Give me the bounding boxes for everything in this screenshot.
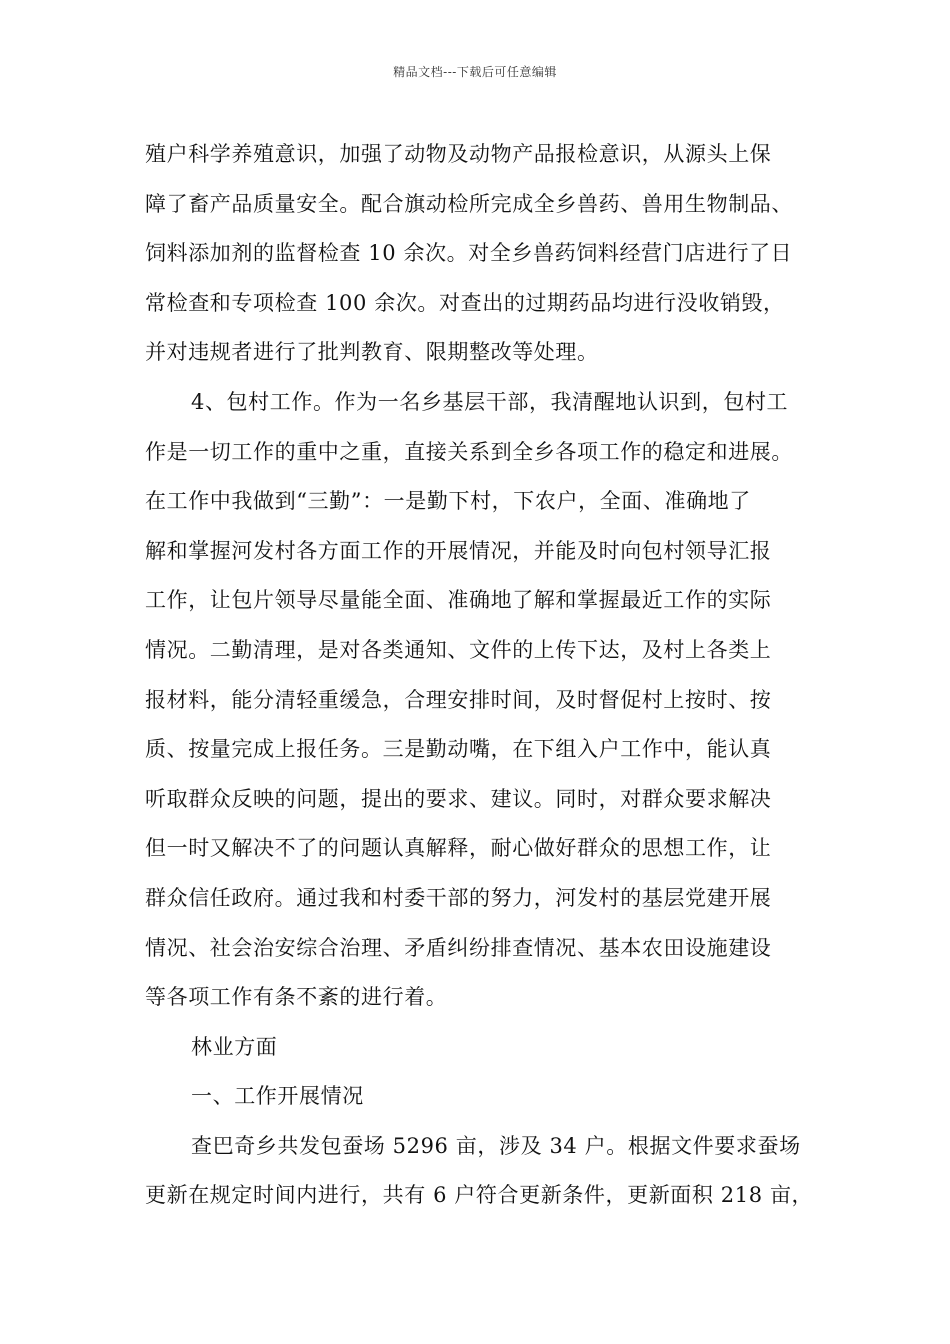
text-line: 情况、社会治安综合治理、矛盾纠纷排查情况、基本农田设施建设 bbox=[145, 935, 772, 960]
paragraph-start-line: 查巴奇乡共发包蚕场 5296 亩，涉及 34 户。根据文件要求蚕场 bbox=[191, 1133, 801, 1158]
text-line: 并对违规者进行了批判教育、限期整改等处理。 bbox=[145, 340, 599, 365]
text-line: 情况。二勤清理，是对各类通知、文件的上传下达，及村上各类上 bbox=[145, 637, 772, 662]
text-line: 但一时又解决不了的问题认真解释，耐心做好群众的思想工作，让 bbox=[145, 836, 772, 861]
paragraph-start-line: 4、包村工作。作为一名乡基层干部，我清醒地认识到，包村工 bbox=[191, 389, 789, 414]
text-line: 听取群众反映的问题，提出的要求、建议。同时，对群众要求解决 bbox=[145, 786, 772, 811]
text-line: 等各项工作有条不紊的进行着。 bbox=[145, 985, 448, 1010]
text-line: 常检查和专项检查 100 余次。对查出的过期药品均进行没收销毁， bbox=[145, 290, 785, 315]
document-body bbox=[145, 130, 815, 1221]
text-line: 工作，让包片领导尽量能全面、准确地了解和掌握最近工作的实际 bbox=[145, 588, 772, 613]
section-heading: 林业方面 bbox=[191, 1034, 278, 1059]
text-line: 解和掌握河发村各方面工作的开展情况，并能及时向包村领导汇报 bbox=[145, 538, 772, 563]
text-line: 饲料添加剂的监督检查 10 余次。对全乡兽药饲料经营门店进行了日 bbox=[145, 241, 793, 266]
text-line: 殖户科学养殖意识，加强了动物及动物产品报检意识，从源头上保 bbox=[145, 142, 772, 166]
text-line: 作是一切工作的重中之重，直接关系到全乡各项工作的稳定和进展。 bbox=[145, 439, 793, 464]
page-header: 精品文档---下载后可任意编辑 bbox=[393, 65, 557, 79]
text-line: 报材料，能分清轻重缓急，合理安排时间，及时督促村上按时、按 bbox=[145, 687, 772, 712]
text-line: 质、按量完成上报任务。三是勤动嘴，在下组入户工作中，能认真 bbox=[145, 737, 772, 762]
text-line: 群众信任政府。通过我和村委干部的努力，河发村的基层党建开展 bbox=[145, 885, 772, 910]
text-line: 障了畜产品质量安全。配合旗动检所完成全乡兽药、兽用生物制品、 bbox=[145, 191, 793, 216]
subsection-heading: 一、工作开展情况 bbox=[191, 1084, 364, 1109]
text-line: 在工作中我做到“三勤”：一是勤下村，下农户，全面、准确地了 bbox=[145, 489, 751, 514]
text-line: 更新在规定时间内进行，共有 6 户符合更新条件，更新面积 218 亩， bbox=[145, 1183, 814, 1208]
